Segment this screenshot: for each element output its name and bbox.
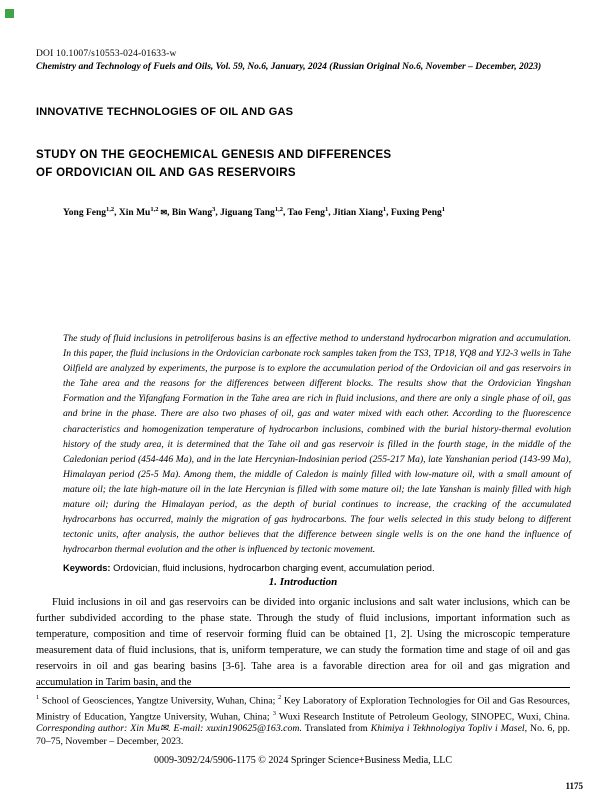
author: Jitian Xiang$^1$ <box>332 206 387 219</box>
introduction-heading: 1. Introduction <box>268 576 338 588</box>
introduction-section <box>36 576 570 691</box>
article-title-line2: OF ORDOVICIAN OIL AND GAS RESERVOIRS <box>36 167 296 179</box>
author: Fuxing Peng$^1$ <box>390 206 446 219</box>
doi-line: DOI 10.1007/s10553-024-01633-w <box>36 49 177 59</box>
copyright-line: 0009-3092/24/5906-1175 © 2024 Springer Science+Business Media, LLC <box>153 755 453 766</box>
journal-citation-line: Chemistry and Technology of Fuels and Oils, Vol. 59, No.6, January, 2024 (Russian Original No.6, November – December, 2023) <box>36 62 542 72</box>
footnote-separator <box>36 687 570 688</box>
author: Xin Mu$^{1,2}$ ✉ <box>118 206 168 219</box>
authors-line: Yong Feng$^{1,2}$, Xin Mu$^{1,2}$ ✉, Bin Wang$^3$, Jiguang Tang$^{1,2}$, Tao Feng$^1$, Jitian Xiang$^1$, Fuxing Peng$^1$ <box>63 206 446 219</box>
introduction-paragraph: Fluid inclusions in oil and gas reservoirs can be divided into organic inclusions and salt water inclusions, which can be further subdivided according to the phase state. Through the study of fluid inclusions, important information such as temperature, composition and time of reservoir forming fluid can be obtained [1, 2]. Using the microscopic temperature measurement data of fluid inclusions, that is, uniform temperature, we can study the formation time and stage of oil and gas reservoirs in oil and gas bearing basins [3-6]. Tahe area is a favorable direction area for oil and gas migration and accumulation in Tarim basin, and the <box>36 597 570 688</box>
abstract-text: The study of fluid inclusions in petroliferous basins is an effective method to understand hydrocarbon migration and accumulation. In this paper, the fluid inclusions in the Ordovician carbonate rock samples taken from the TS3, TP18, YQ8 and YJ2-3 wells in Tahe Oilfield are analyzed by experiments, the purpose is to explore the accumulation period of the Ordovician oil and gas reservoirs in the Tahe area and the reasons for the differences between different blocks. The results show that the Ordovician Yingshan Formation and the Yifangfang Formation in the Tahe area are rich in fluid inclusions, and there are only a single phase of oil, gas and brine in the phase. There are also two phases of oil, gas and water mixed with each other. According to the fluorescence characteristics and homogenization temperature of hydrocarbon inclusions, combined with the burial history-thermal evolution history of the study area, it is determined that the Tahe oil and gas reservoir is filled in the fourth stage, in the middle of the Caledonian period (454-446 Ma), and in the late Hercynian-Indosinian period (255-217 Ma), late Yanshanian period (143-99 Ma), Himalayan period (25-5 Ma). Among them, the middle of Caledon is mainly filled with low-mature oil, with a small amount of mature oil; the late high-mature oil in the late Hercynian is filled with some mature oil; the late Yanshan is mainly filled with high mature oil; during the Himalayan period, as the depth of burial continues to increase, the cracking of the accumulated hydrocarbons has occurred, mainly the migration of gas hydrocarbons. The four wells selected in this study belong to different tectonic units, after analysis, the author believes that the difference between single wells is on the one hand the influence of hydrocarbon thermal evolution and the other is influenced by tectonic movement. <box>63 333 571 556</box>
abstract-block <box>63 331 571 573</box>
footnote-text: $^1$ School of Geosciences, Yangtze University, Wuhan, China; $^2$ Key Laboratory of Exploration Technologies for Oil and Gas Resources, Ministry of Education, Yangtze University, Wuhan, China; $^3$ Wuxi Research Institute of Petroleum Geology, SINOPEC, Wuxi, China. Corresponding author: Xin Mu✉. E-mail: xuxin190625@163.com. Translated from Khimiya i Tekhnologiya Topliv i Masel, No. 6, pp. 70–75, November – December, 2023. <box>36 694 570 747</box>
keywords-line <box>63 563 571 573</box>
article-title <box>36 146 391 182</box>
author: Bin Wang$^3$ <box>171 206 216 219</box>
keywords-label: Keywords: <box>63 563 111 574</box>
page-number: 1175 <box>565 781 583 791</box>
keywords-text: Ordovician, fluid inclusions, hydrocarbon charging event, accumulation period. <box>110 563 435 574</box>
author: Yong Feng$^{1,2}$ <box>63 206 115 219</box>
author: Jiguang Tang$^{1,2}$ <box>220 206 283 219</box>
section-label: INNOVATIVE TECHNOLOGIES OF OIL AND GAS <box>36 106 294 118</box>
author: Tao Feng$^1$ <box>287 206 329 219</box>
envelope-icon: ✉ <box>158 208 168 218</box>
page-corner-marker <box>5 9 14 18</box>
article-title-line1: STUDY ON THE GEOCHEMICAL GENESIS AND DIFFERENCES <box>36 149 392 161</box>
